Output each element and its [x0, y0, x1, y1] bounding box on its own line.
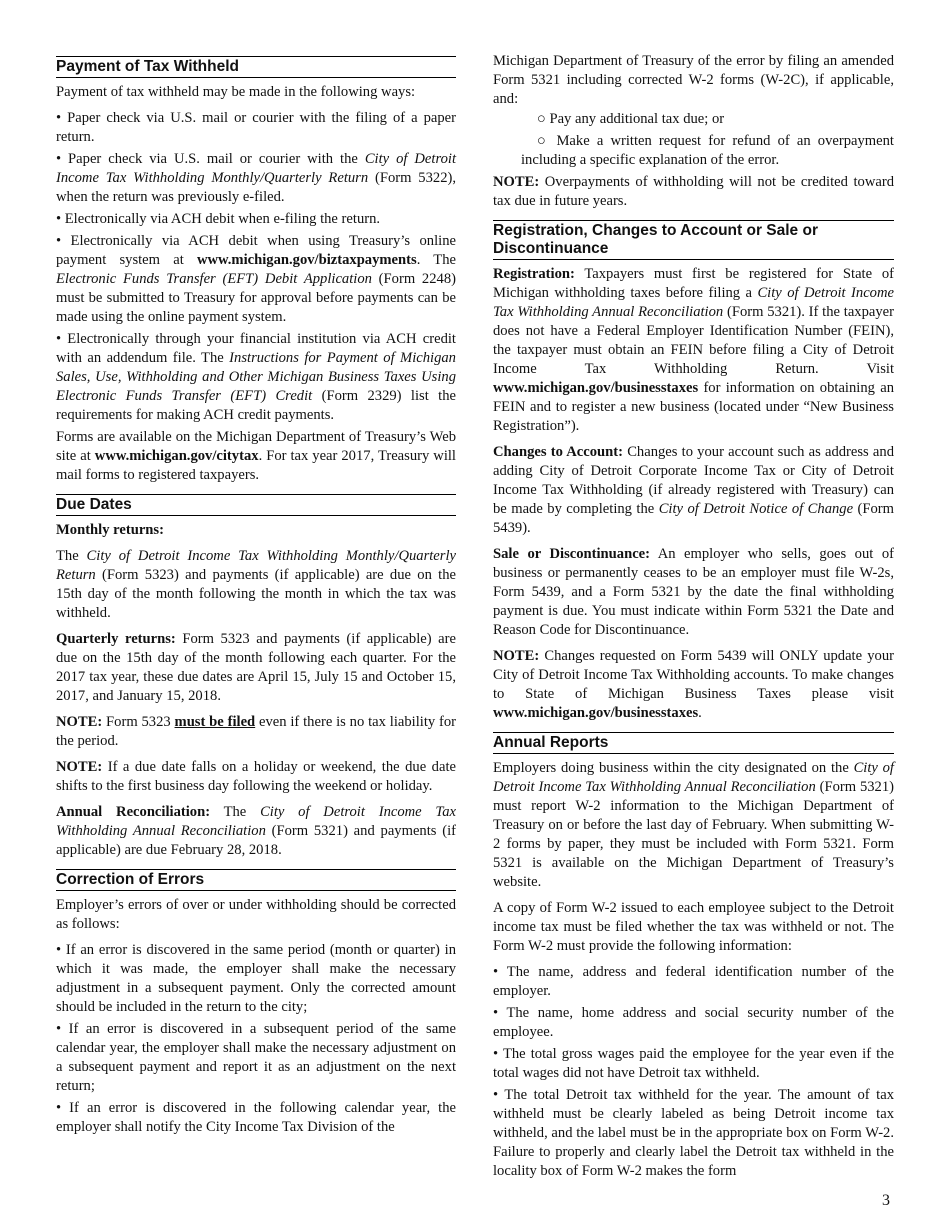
paragraph [56, 428, 456, 485]
paragraph [56, 547, 456, 623]
text-run: Overpayments of withholding will not be credited toward tax due in future years. [493, 174, 894, 209]
text-run: NOTE: [493, 174, 540, 190]
bullet-item [56, 1020, 456, 1096]
bullet-item [56, 941, 456, 1017]
text-run: City of Detroit Income Tax Withholding Annual Reconciliation [493, 285, 894, 320]
bullet-item [56, 150, 456, 207]
text-run: An employer who sells, goes out of business or permanently ceases to be an employer must file W-2s, Form 5439, and a Form 5321 by the date the final withholding payment is due. You must indicate within Form 5321 the Date and Reason Code for Discontinuance. [493, 546, 894, 638]
section-heading [56, 494, 456, 516]
text-run: (Form 5439). [493, 501, 895, 536]
text-run: • If an error is discovered in a subsequent period of the same calendar year, the employer shall make the necessary adjustment on a subsequent payment and report it as an adjustment on the next return; [56, 1021, 456, 1094]
text-run: Sale or Discontinuance: [493, 546, 651, 562]
text-run: Instructions for Payment of Michigan Sales, Use, Withholding and Other Michigan Business Taxes Using Electronic Funds Transfer (EFT) Credit [56, 350, 456, 404]
text-run: Payment of tax withheld may be made in the following ways: [56, 84, 416, 100]
sub-bullet-item [493, 132, 894, 170]
text-run: City of Detroit Income Tax Withholding Monthly/Quarterly Return [56, 151, 456, 186]
paragraph [493, 647, 894, 723]
text-run: (Form 5323) and payments (if applicable) are due on the 15th day of the month following the month in which the tax was withheld. [56, 567, 456, 621]
text-run: (Form 5321). If the taxpayer does not have a Federal Employer Identification Number (FEIN), the taxpayer must obtain an FEIN before filing a City of Detroit Income Tax Withholding Return. Visit [493, 304, 894, 377]
text-run: Forms are available on the Michigan Department of Treasury’s Web site at [56, 429, 456, 464]
text-run: • Electronically via ACH debit when using Treasury’s online payment system at [56, 233, 456, 268]
section-heading [493, 732, 894, 754]
text-run: Employer’s errors of over or under withholding should be corrected as follows: [56, 897, 456, 932]
section-heading [56, 56, 456, 78]
text-run: (Form 2248) must be submitted to Treasury for approval before payments can be made using the online payment system. [56, 271, 456, 325]
text-run: Changes to your account such as address and adding City of Detroit Corporate Income Tax or City of Detroit Income Tax Withholding (if already registered with Treasury) can be made by completing the [493, 444, 894, 517]
text-run: for information on obtaining an FEIN and to register a new business (located under “New Business Registration”). [493, 380, 894, 434]
text-run: A copy of Form W-2 issued to each employee subject to the Detroit income tax must be filed whether the tax was withheld or not. The Form W-2 must provide the following information: [493, 900, 894, 954]
text-run: City of Detroit Income Tax Withholding Annual Reconciliation [56, 804, 456, 839]
right-column [493, 52, 894, 1184]
paragraph [493, 545, 894, 640]
paragraph [56, 630, 456, 706]
bullet-item [493, 963, 894, 1001]
web-link[interactable]: www.michigan.gov/biztaxpayments [196, 252, 417, 268]
text-run: Registration, Changes to Account or Sale or Discontinuance [493, 222, 818, 257]
text-run: • The name, address and federal identification number of the employer. [493, 964, 894, 999]
text-run: Form 5323 [102, 714, 175, 730]
web-link[interactable]: www.michigan.gov/businesstaxes [493, 705, 699, 721]
paragraph [56, 758, 456, 796]
text-run: . [698, 705, 702, 721]
text-run: Changes to Account: [493, 444, 623, 460]
text-run: • The total gross wages paid the employee for the year even if the total wages did not have Detroit tax withheld. [493, 1046, 894, 1081]
text-run: City of Detroit Income Tax Withholding Monthly/Quarterly Return [56, 548, 456, 583]
text-run: NOTE: [56, 714, 103, 730]
paragraph [493, 899, 894, 956]
bullet-item [56, 210, 456, 229]
text-run: ○ Pay any additional tax due; or [537, 111, 725, 127]
bullet-item [56, 232, 456, 327]
text-run: Annual Reports [493, 734, 609, 751]
bullet-item [56, 1099, 456, 1137]
bullet-item [493, 1045, 894, 1083]
text-run: The [56, 548, 87, 564]
section-heading [56, 869, 456, 891]
text-run: • If an error is discovered in the following calendar year, the employer shall notify the City Income Tax Division of the [56, 1100, 456, 1135]
paragraph [493, 759, 894, 892]
page-number: 3 [882, 1192, 890, 1209]
text-run: Annual Reconciliation: [56, 804, 211, 820]
text-run: • Electronically through your financial institution via ACH credit with an addendum file. The [56, 331, 456, 366]
text-run: (Form 5321) must report W-2 information to the Michigan Department of Treasury on or before the last day of February. When submitting W-2 forms by paper, they must be included with Form 5321. Form 5321 is available on the Michigan Department of Treasury’s website. [493, 779, 894, 890]
text-run: (Form 2329) list the requirements for making ACH credit payments. [56, 388, 456, 423]
text-run: Monthly returns: [56, 522, 164, 538]
paragraph [493, 265, 894, 436]
text-run: Taxpayers must first be registered for State of Michigan withholding taxes before filing a [493, 266, 894, 301]
text-run: • Paper check via U.S. mail or courier with the [56, 151, 365, 167]
text-run: Payment of Tax Withheld [56, 58, 240, 75]
bullet-item [56, 330, 456, 425]
text-run: Registration: [493, 266, 575, 282]
paragraph [493, 52, 894, 109]
section-heading [493, 220, 894, 260]
text-run: Michigan Department of Treasury of the error by filing an amended Form 5321 including corrected W-2 forms (W-2C), if applicable, and: [493, 53, 894, 107]
paragraph [493, 443, 894, 538]
text-run: Changes requested on Form 5439 will ONLY update your City of Detroit Income Tax Withholding accounts. To make changes to State of Michigan Business Taxes please visit [493, 648, 894, 702]
paragraph [56, 896, 456, 934]
text-run: If a due date falls on a holiday or weekend, the due date shifts to the first business day following the weekend or holiday. [56, 759, 456, 794]
text-run: . For tax year 2017, Treasury will mail forms to registered taxpayers. [56, 448, 456, 483]
bullet-item [56, 109, 456, 147]
paragraph [56, 803, 456, 860]
text-run: NOTE: [56, 759, 103, 775]
text-run: (Form 5322), when the return was previously e-filed. [56, 170, 457, 205]
text-run: . The [416, 252, 456, 268]
web-link[interactable]: www.michigan.gov/citytax [94, 448, 259, 464]
paragraph [493, 173, 894, 211]
text-run: (Form 5321) and payments (if applicable) are due February 28, 2018. [56, 823, 456, 858]
text-run: • The name, home address and social security number of the employee. [493, 1005, 894, 1040]
text-run: Electronic Funds Transfer (EFT) Debit Application [56, 271, 372, 287]
text-run: Due Dates [56, 496, 132, 513]
text-run: City of Detroit Income Tax Withholding Annual Reconciliation [493, 760, 894, 795]
paragraph [56, 521, 456, 540]
text-run: NOTE: [493, 648, 540, 664]
left-column [56, 56, 456, 1140]
paragraph [56, 83, 456, 102]
text-run: Quarterly returns: [56, 631, 176, 647]
text-run: City of Detroit Notice of Change [658, 501, 854, 517]
web-link[interactable]: www.michigan.gov/businesstaxes [493, 380, 699, 396]
text-run: • Paper check via U.S. mail or courier with the filing of a paper return. [56, 110, 456, 145]
text-run: Employers doing business within the city designated on the [493, 760, 854, 776]
text-run: even if there is no tax liability for the period. [56, 714, 457, 749]
bullet-item [493, 1086, 894, 1181]
text-run: Form 5323 and payments (if applicable) are due on the 15th day of the month following each quarter. For the 2017 tax year, these due dates are April 15, July 15 and October 15, 2017, and January 15, 2018. [56, 631, 456, 704]
text-run: The [210, 804, 261, 820]
sub-bullet-item [493, 110, 894, 129]
text-run: ○ Make a written request for refund of an overpayment including a specific explanation of the error. [521, 133, 894, 168]
text-run: must be filed [174, 714, 256, 730]
paragraph [56, 713, 456, 751]
text-run: • The total Detroit tax withheld for the year. The amount of tax withheld must be clearly labeled as being Detroit income tax withheld, and the label must be in the appropriate box on Form W-2. Failure to properly and clearly label the Detroit tax withheld in the locality box of Form W-2 makes the form [493, 1087, 894, 1179]
bullet-item [493, 1004, 894, 1042]
text-run: • Electronically via ACH debit when e-filing the return. [56, 211, 381, 227]
text-run: Correction of Errors [56, 871, 205, 888]
text-run: • If an error is discovered in the same period (month or quarter) in which it was made, the employer shall make the necessary adjustment in a subsequent payment. Only the corrected amount should be included in the return to the city; [56, 942, 456, 1015]
